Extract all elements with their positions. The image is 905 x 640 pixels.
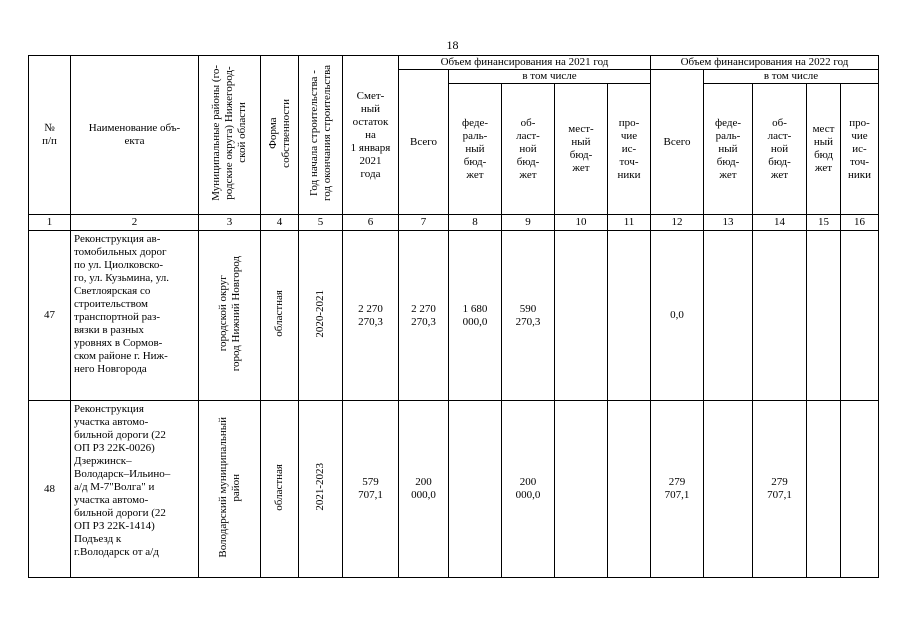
header-incl-2022: в том числе bbox=[704, 70, 879, 84]
years-text: 2020-2021 bbox=[314, 289, 326, 338]
district-text: городской округ город Нижний Новгород bbox=[216, 255, 242, 372]
total-2021: 200 000,0 bbox=[399, 401, 449, 578]
other-2021 bbox=[608, 231, 651, 401]
years-cell bbox=[299, 401, 343, 578]
header-years bbox=[299, 56, 343, 215]
local-2021 bbox=[555, 401, 608, 578]
total-2022: 0,0 bbox=[651, 231, 704, 401]
header-name: Наименование объ- екта bbox=[71, 56, 199, 215]
col-number: 14 bbox=[753, 215, 807, 231]
ownership-text: областная bbox=[273, 290, 285, 337]
col-number: 2 bbox=[71, 215, 199, 231]
regional-2022: 279 707,1 bbox=[753, 401, 807, 578]
local-2021 bbox=[555, 231, 608, 401]
column-numbers-row bbox=[29, 215, 879, 231]
col-number: 12 bbox=[651, 215, 704, 231]
header-incl-2021: в том числе bbox=[449, 70, 651, 84]
header-remainder: Смет- ный остаток на 1 января 2021 года bbox=[343, 56, 399, 215]
total-2022: 279 707,1 bbox=[651, 401, 704, 578]
federal-2021: 1 680 000,0 bbox=[449, 231, 502, 401]
table-row bbox=[29, 401, 879, 578]
header-federal-2021: феде- раль- ный бюд- жет bbox=[449, 84, 502, 215]
col-number: 8 bbox=[449, 215, 502, 231]
ownership-text: областная bbox=[273, 463, 285, 511]
header-regional-2022: об- ласт- ной бюд- жет bbox=[753, 84, 807, 215]
other-2021 bbox=[608, 401, 651, 578]
header-local-2021: мест- ный бюд- жет bbox=[555, 84, 608, 215]
col-number: 15 bbox=[807, 215, 841, 231]
district-cell bbox=[199, 401, 261, 578]
header-regional-2021: об- ласт- ной бюд- жет bbox=[502, 84, 555, 215]
remainder: 2 270 270,3 bbox=[343, 231, 399, 401]
regional-2021: 200 000,0 bbox=[502, 401, 555, 578]
regional-2021: 590 270,3 bbox=[502, 231, 555, 401]
local-2022 bbox=[807, 231, 841, 401]
years-cell bbox=[299, 231, 343, 401]
other-2022 bbox=[841, 401, 879, 578]
ownership-cell bbox=[261, 401, 299, 578]
header-total-2021: Всего bbox=[399, 70, 449, 215]
years-text: 2021-2023 bbox=[314, 463, 326, 511]
header-federal-2022: феде- раль- ный бюд- жет bbox=[704, 84, 753, 215]
header-ownership-text: Форма собственности bbox=[266, 98, 292, 168]
col-number: 1 bbox=[29, 215, 71, 231]
district-text: Володарский муниципальный район bbox=[216, 416, 242, 558]
row-num: 47 bbox=[29, 231, 71, 401]
col-number: 16 bbox=[841, 215, 879, 231]
district-cell bbox=[199, 231, 261, 401]
header-total-2022: Всего bbox=[651, 70, 704, 215]
col-number: 13 bbox=[704, 215, 753, 231]
header-other-2021: про- чие ис- точ- ники bbox=[608, 84, 651, 215]
header-district-text: Муниципальные районы (го- родские округа) Нижегород- ской области bbox=[210, 65, 248, 201]
header-fin-2022: Объем финансирования на 2022 год bbox=[651, 56, 879, 70]
col-number: 6 bbox=[343, 215, 399, 231]
federal-2022 bbox=[704, 231, 753, 401]
header-district bbox=[199, 56, 261, 215]
col-number: 10 bbox=[555, 215, 608, 231]
other-2022 bbox=[841, 231, 879, 401]
ownership-cell bbox=[261, 231, 299, 401]
header-local-2022: мест ный бюд жет bbox=[807, 84, 841, 215]
object-name: Реконструкция ав- томобильных дорог по ул. Циолковско- го, ул. Кузьмина, ул. Светлоярская со строительством транспортной раз- вязки в разных уровнях в Сормов- ском районе г. Ниж- него Новгорода bbox=[71, 231, 199, 401]
object-name: Реконструкция участка автомо- бильной дороги (22 ОП РЗ 22К-0026) Дзержинск– Володарск–Ильино– а/д М-7"Волга" и участка автомо- бильной дороги (22 ОП РЗ 22К-1414) Подъезд к г.Володарск от а/д bbox=[71, 401, 199, 578]
header-years-text: Год начала строительства - год окончания строительства bbox=[307, 65, 333, 201]
col-number: 7 bbox=[399, 215, 449, 231]
col-number: 9 bbox=[502, 215, 555, 231]
federal-2022 bbox=[704, 401, 753, 578]
total-2021: 2 270 270,3 bbox=[399, 231, 449, 401]
header-ownership bbox=[261, 56, 299, 215]
investment-table bbox=[28, 55, 879, 578]
col-number: 5 bbox=[299, 215, 343, 231]
row-num: 48 bbox=[29, 401, 71, 578]
header-other-2022: про- чие ис- точ- ники bbox=[841, 84, 879, 215]
header-num: № п/п bbox=[29, 56, 71, 215]
header-fin-2021: Объем финансирования на 2021 год bbox=[399, 56, 651, 70]
col-number: 4 bbox=[261, 215, 299, 231]
regional-2022 bbox=[753, 231, 807, 401]
col-number: 11 bbox=[608, 215, 651, 231]
remainder: 579 707,1 bbox=[343, 401, 399, 578]
federal-2021 bbox=[449, 401, 502, 578]
col-number: 3 bbox=[199, 215, 261, 231]
page-number: 18 bbox=[446, 38, 459, 52]
table-row bbox=[29, 231, 879, 401]
local-2022 bbox=[807, 401, 841, 578]
